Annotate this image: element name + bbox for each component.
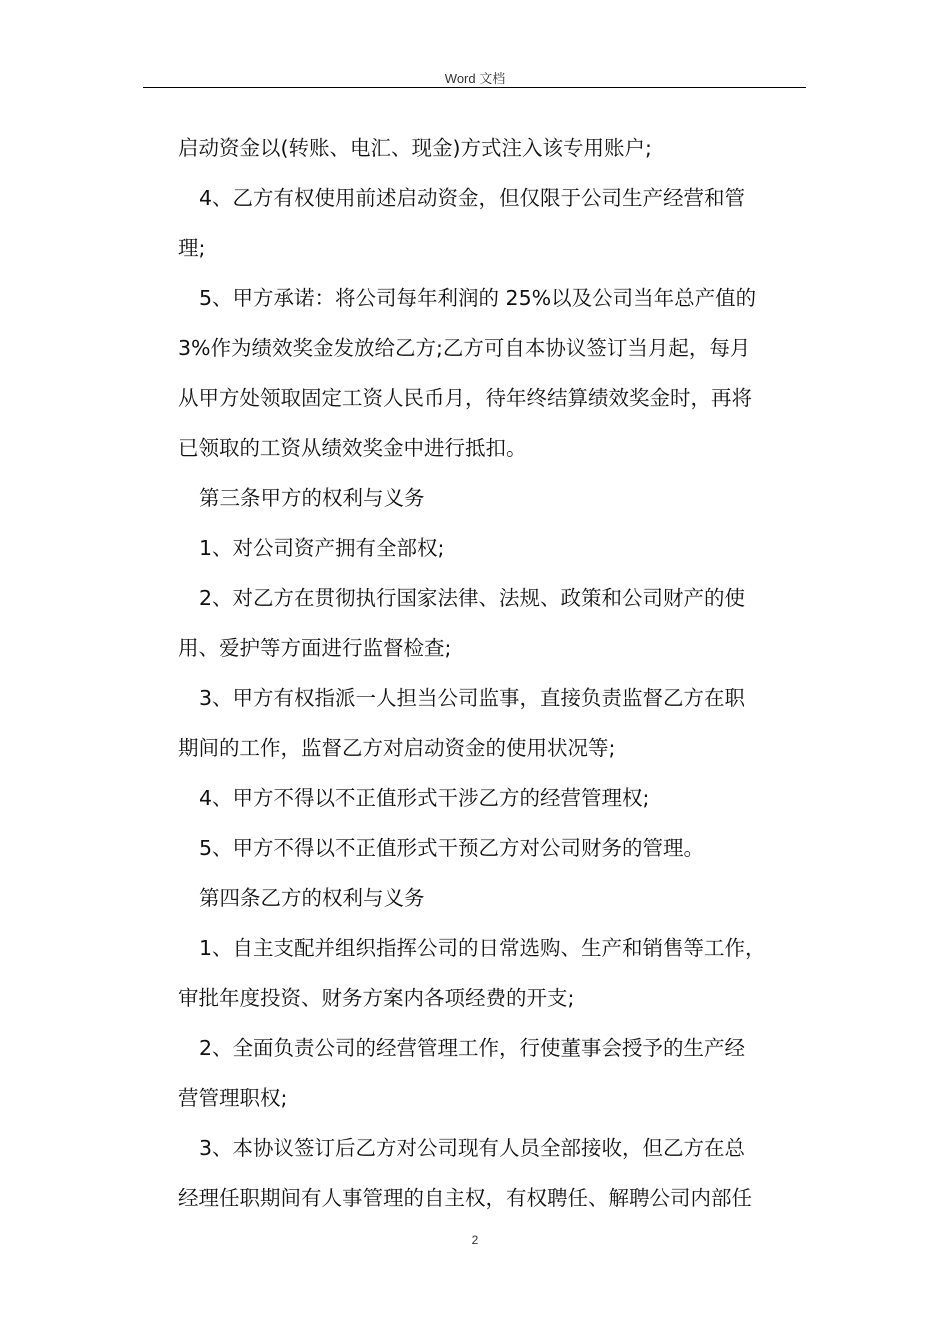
body-line: 5、甲方不得以不正值形式干预乙方对公司财务的管理。	[199, 836, 705, 860]
header-divider	[143, 87, 806, 88]
body-line: 期间的工作，监督乙方对启动资金的使用状况等;	[178, 736, 616, 760]
body-line: 5、甲方承诺：将公司每年利润的 25%以及公司当年总产值的	[199, 286, 757, 310]
body-line: 用、爱护等方面进行监督检查;	[178, 636, 452, 660]
body-line: 4、甲方不得以不正值形式干涉乙方的经营管理权;	[199, 786, 650, 810]
section-heading: 第三条甲方的权利与义务	[199, 486, 425, 510]
body-line: 3%作为绩效奖金发放给乙方;乙方可自本协议签订当月起，每月	[178, 336, 751, 360]
body-line: 理;	[178, 236, 206, 260]
body-line: 已领取的工资从绩效奖金中进行抵扣。	[178, 436, 527, 460]
body-line: 2、对乙方在贯彻执行国家法律、法规、政策和公司财产的使	[199, 586, 746, 610]
body-line: 3、甲方有权指派一人担当公司监事，直接负责监督乙方在职	[199, 686, 746, 710]
document-body	[178, 128, 806, 1228]
body-line: 1、对公司资产拥有全部权;	[199, 536, 445, 560]
body-line: 2、全面负责公司的经营管理工作，行使董事会授予的生产经	[199, 1036, 746, 1060]
page-number: 2	[471, 1233, 479, 1247]
section-heading: 第四条乙方的权利与义务	[199, 886, 425, 910]
body-line: 从甲方处领取固定工资人民币月，待年终结算绩效奖金时，再将	[178, 386, 752, 410]
body-line: 4、乙方有权使用前述启动资金，但仅限于公司生产经营和管	[199, 186, 746, 210]
body-line: 1、自主支配并组织指挥公司的日常选购、生产和销售等工作，	[199, 936, 766, 960]
document-header-title: Word 文档	[444, 71, 506, 86]
body-line: 3、本协议签订后乙方对公司现有人员全部接收，但乙方在总	[199, 1136, 746, 1160]
body-line: 营管理职权;	[178, 1086, 288, 1110]
body-line: 启动资金以(转账、电汇、现金)方式注入该专用账户;	[178, 136, 652, 160]
body-line: 经理任职期间有人事管理的自主权，有权聘任、解聘公司内部任	[178, 1186, 752, 1210]
body-line: 审批年度投资、财务方案内各项经费的开支;	[178, 986, 575, 1010]
